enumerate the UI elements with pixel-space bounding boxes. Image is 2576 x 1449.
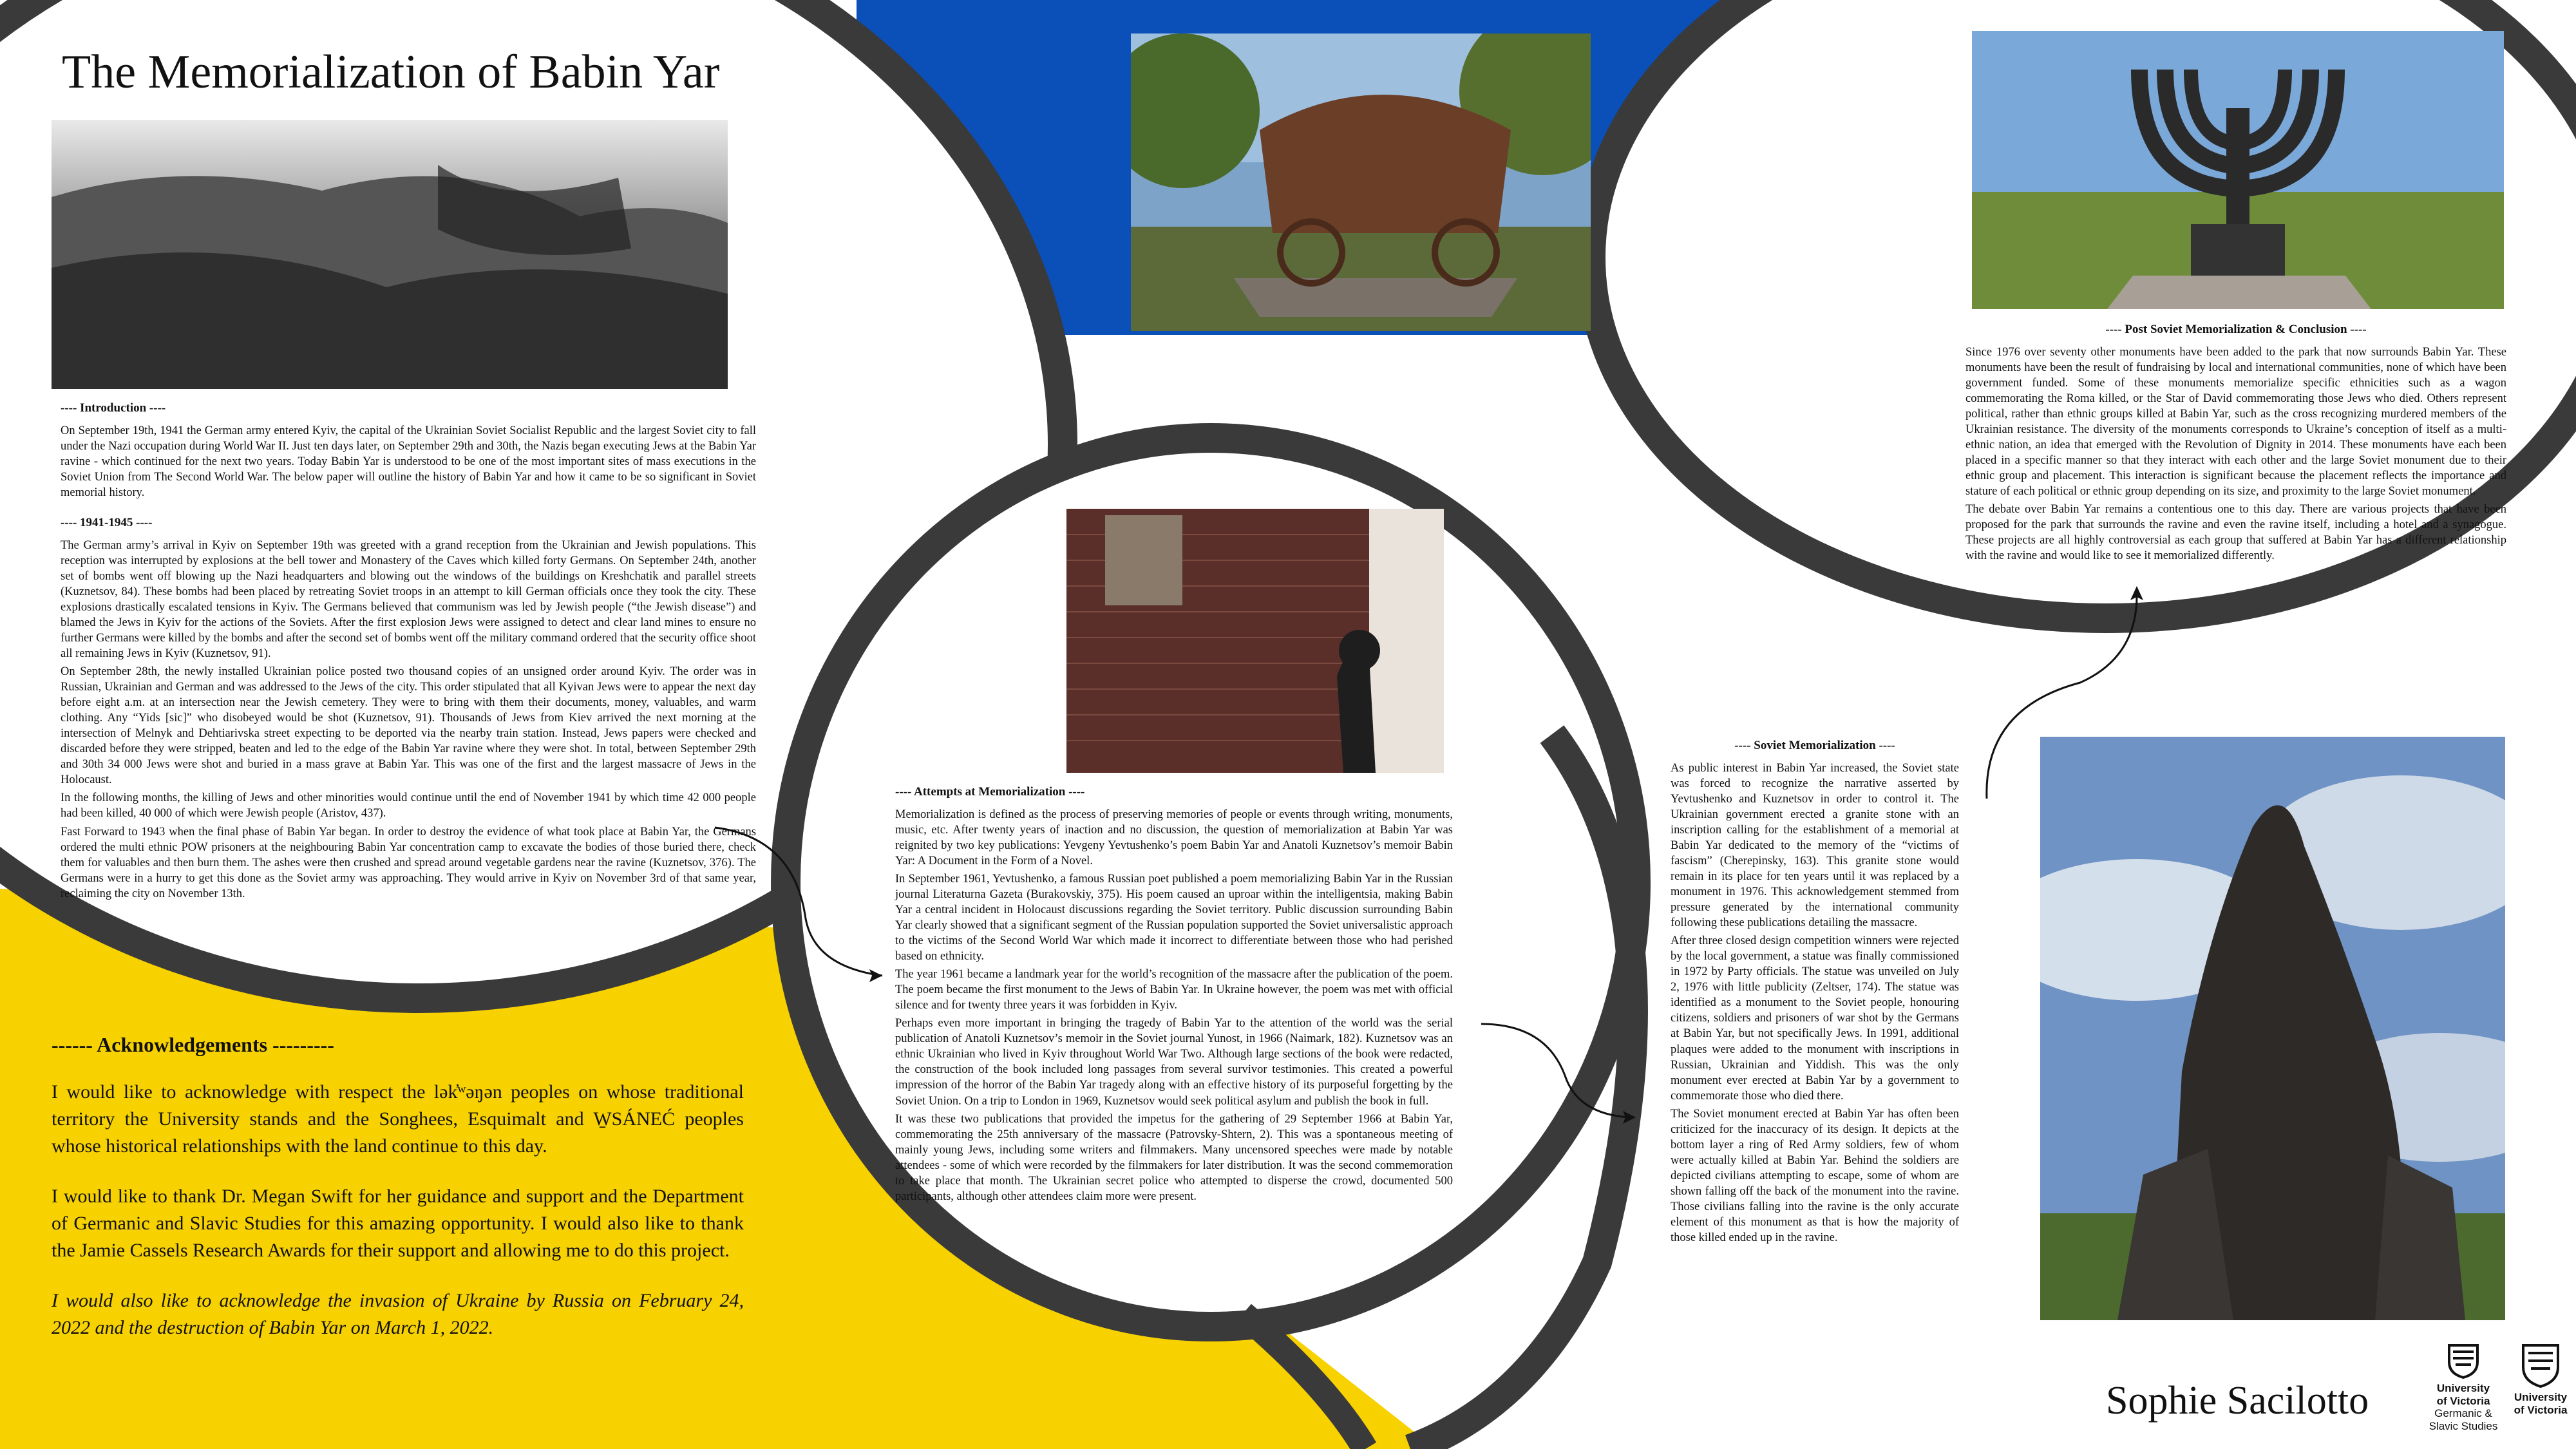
plaque-image: [1066, 509, 1444, 773]
intro-heading: ---- Introduction ----: [61, 401, 166, 415]
attempts-heading: ---- Attempts at Memorialization ----: [895, 785, 1085, 799]
period-heading: ---- 1941-1945 ----: [61, 516, 153, 529]
attempts-paragraph: It was these two publications that provided the impetus for the gathering of 29 September 1966 at Babin Yar, commemorating the 25th anniversary of the massacre (Patrovsky-Shtern, 2). This was a spontaneous meeting of mainly young Jews, including some writers and filmmakers. Many uncensored speeches were made by notable attendees - some of which were recorded by the filmmakers for later distribution. It was the second commemoration to take place that month. The Ukrainian secret police who attempted to disperse the crowd, documented 500 participants, although other attendees claim more were present.: [895, 1112, 1453, 1203]
dept-logo-line: of Victoria: [2436, 1394, 2490, 1407]
uvic-crest-icon: [2521, 1343, 2561, 1388]
post-paragraph: Since 1976 over seventy other monuments have been added to the park that now surrounds Babin Yar. These monuments have been the result of fundraising by local and international communities, none of which have been government funded. Some of these monuments memorialize specific ethnicities such as a wagon commemorating the Roma killed, or the Star of David commemorating those Jews who died. Others represent political, rather than ethnic groups killed at Babin Yar, such as the cross recognizing murdered members of the Ukrainian resistance. The diversity of the monuments corresponds to Ukraine’s conception of itself as a multi-ethnic nation, an idea that emerged with the Revolution of Dignity in 2014. These monuments have each been placed in a specific manner so that they interact with each other and the large Soviet monument due to their ethnic group and placement. This interaction is significant because the placement reflects the importance and stature of each political or ethnic group depending on its size, and proximity to the large Soviet monument.: [1965, 345, 2506, 498]
post-section: [1965, 322, 2506, 566]
page-title: The Memorialization of Babin Yar: [62, 46, 720, 99]
ack-land: I would like to acknowledge with respect the lək̓ʷəŋən peoples on whose traditional territory the University stands and the Songhees, Esquimalt and W̱SÁNEĆ peoples whose historical relationships with the land continue to this day.: [52, 1081, 744, 1157]
dept-logo: [2428, 1343, 2499, 1432]
post-paragraph: The debate over Babin Yar remains a contentious one to this day. There are various projects that have been proposed for the park that surrounds the ravine and even the ravine itself, including a hotel and a synagogue. These projects are all highly controversial as each group that suffered at Babin Yar has a different relationship with the ravine and would like to see it memorialized differently.: [1965, 503, 2506, 563]
ravine-image: [52, 120, 728, 389]
ack-section: [52, 1030, 744, 1365]
soviet-monument-image: [2040, 737, 2505, 1320]
soviet-paragraph: The Soviet monument erected at Babin Yar has often been criticized for the inaccuracy of its design. It depicts at the bottom layer a ring of Red Army soldiers, few of whom were actually killed at Babin Yar. Behind the soldiers are depicted civilians attempting to escape, some of whom are shown falling off the back of the monument into the ravine. Those civilians falling into the ravine is the only accurate element of this monument as that is how the majority of those killed ended up in the ravine.: [1671, 1107, 1959, 1245]
author-name: Sophie Sacilotto: [2106, 1379, 2369, 1423]
ack-invasion: I would also like to acknowledge the invasion of Ukraine by Russia on February 24, 2022 and the destruction of Babin Yar on March 1, 2022.: [52, 1289, 744, 1338]
soviet-paragraph: After three closed design competition winners were rejected by the local government, a statue was finally commissioned in 1972 by Party officials. The statue was unveiled on July 2, 1976 with little publicity (Zeltser, 174). The statue was identified as a monument to the Soviet people, honouring citizens, soldiers and prisoners of war shot by the Germans at Babin Yar, but not specifically Jews. In 1991, additional plaques were added to the monument with inscriptions in Russian, Ukrainian and Yiddish. This was the only monument ever erected at Babin Yar by a government to commemorate those who died there.: [1671, 934, 1959, 1103]
ravine-photo: [52, 120, 728, 389]
attempts-section: [895, 784, 1453, 1207]
attempts-paragraph: The year 1961 became a landmark year for the world’s recognition of the massacre after the publication of the poem. The poem became the first monument to the Jews of Babin Yar. In Ukraine however, the poem was met with official silence and for twenty three years it was forbidden in Kyiv.: [895, 968, 1453, 1012]
soviet-heading: ---- Soviet Memorialization ----: [1734, 739, 1895, 752]
intro-body: On September 19th, 1941 the German army entered Kyiv, the capital of the Ukrainian Soviet Socialist Republic and the largest Soviet city to fall under the Nazi occupation during World War II. Just ten days later, on September 29th and 30th, the Nazis began executing Jews at the Babin Yar ravine - which continued for the next two years. Today Babin Yar is understood to be one of the most important sites of mass executions in the Soviet Union from The Second World War. The below paper will outline the history of Babin Yar and how it came to be so significant in Soviet memorial history.: [61, 424, 756, 499]
period-section: [61, 515, 756, 904]
attempts-paragraph: Perhaps even more important in bringing the tragedy of Babin Yar to the attention of the world was the serial publication of Anatoli Kuznetsov’s memoir in the Soviet journal Yunost, in 1966 (Naimark, 182). Kuznetsov was an ethnic Ukrainian who lived in Kyiv throughout World War Two. Although large sections of the book were redacted, the construction of the book included long passages from several survivor testimonies. This created a powerful impression of the horror of the Babin Yar tragedy along with an effective history of its purposeful forgetting by the Soviet Union. On a trip to London in 1969, Kuznetsov would seek political asylum and publish the book in full.: [895, 1017, 1453, 1108]
attempts-paragraph: In September 1961, Yevtushenko, a famous Russian poet published a poem memorializing Babin Yar in the Russian journal Literaturna Gazeta (Burakovskiy, 375). His poem caused an uproar within the intelligentsia, making Babin Yar a central incident in Holocaust discussions regarding the Soviet territory. Public discussion surrounding Babin Yar clearly showed that a significant segment of the Russian population supported the Soviet universalistic approach to the victims of the Second World War which made it incorrect to differentiate between those who had perished based on ethnicity.: [895, 872, 1453, 963]
dept-logo-line: Slavic Studies: [2429, 1419, 2498, 1432]
period-paragraph: In the following months, the killing of Jews and other minorities would continue until the end of November 1941 by which time 42 000 people had been killed, 40 000 of which were Jewish people (Aristov, 437).: [61, 791, 756, 820]
period-paragraph: The German army’s arrival in Kyiv on September 19th was greeted with a grand reception from the Ukrainian and Jewish populations. This reception was interrupted by explosions at the bell tower and Monastery of the Caves which killed forty Germans. On September 24th, another set of bombs went off blowing up the Nazi headquarters and blowing out the windows of the buildings on Kreshchatik and parallel streets (Kuznetsov, 84). These bombs had been placed by retreating Soviet troops in an attempt to kill German officials once they took the city. These explosions drastically escalated tensions in Kyiv. The Germans believed that communism was led by Jewish people (“the Jewish disease”) and blamed the Jews in Kyiv for the actions of the Soviets. After the first explosion Jews were assigned to detect and clear land mines to ensure no further Germans were killed by the bombs and after the second set of bombs went off the military command ordered that the security office shoot all remaining Jews in Kyiv (Kuznetsov, 91).: [61, 538, 756, 661]
period-paragraph: On September 28th, the newly installed Ukrainian police posted two thousand copies of an unsigned order around Kyiv. The order was in Russian, Ukrainian and German and was addressed to the Jews of the city. This order stipulated that all Kyivan Jews were to appear the next day before eight a.m. at an intersection near the Jewish cemetery. They were to bring with them their documents, money, valuables, and warm clothing. Any “Yids [sic]” who disobeyed would be shot (Kuznetsov, 91). Thousands of Jews from Kiev arrived the next morning at the intersection of Melnyk and Dehtiarivska street expecting to be deported via the nearby train station. Instead, Jews papers were checked and discarded before they were stripped, beaten and led to the edge of the Babin Yar ravine where they were shot. In total, between September 29th and 30th 34 000 Jews were shot and buried in a mass grave at Babin Yar. This was one of the first and the largest massacre of Jews in the Holocaust.: [61, 665, 756, 787]
period-paragraph: Fast Forward to 1943 when the final phase of Babin Yar began. In order to destroy the evidence of what took place at Babin Yar, the Germans ordered the multi ethnic POW prisoners at the neighbouring Babin Yar concentration camp to excavate the bodies of those buried there, check them for valuables and then burn them. The ashes were then crushed and spread around vegetable gardens near the ravine (Kuznetsov, 376). The Germans were in a hurry to get this done as the Soviet army was approaching. They would arrive in Kyiv on November 3rd of that same year, reclaiming the city on November 13th.: [61, 825, 756, 900]
ack-heading: ------ Acknowledgements ---------: [52, 1033, 334, 1056]
wagon-image: [1131, 33, 1591, 331]
ack-thanks: I would like to thank Dr. Megan Swift for her guidance and support and the Department of Germanic and Slavic Studies for this amazing opportunity. I would also like to thank the Jamie Cassels Research Awards for their support and allowing me to do this project.: [52, 1185, 744, 1261]
soviet-monument-photo: [2040, 737, 2505, 1320]
intro-section: [61, 401, 756, 503]
menorah-photo: [1972, 31, 2504, 309]
soviet-section: [1671, 738, 1959, 1248]
menorah-image: [1972, 31, 2504, 309]
attempts-paragraph: Memorialization is defined as the process of preserving memories of people or events through writing, monuments, music, etc. After twenty years of inaction and no discussion, the question of memorialization at Babin Yar was reignited by two key publications: Yevgeny Yevtushenko’s poem Babin Yar and Anatoli Kuznetsov’s memoir Babin Yar: A Document in the Form of a Novel.: [895, 808, 1453, 867]
wagon-photo: [1131, 33, 1591, 331]
uvic-logo-line: University: [2514, 1391, 2568, 1403]
soviet-paragraph: As public interest in Babin Yar increased, the Soviet state was forced to recognize the narrative asserted by Yevtushenko and Kuznetsov in order to control it. The Ukrainian government erected a granite stone with an inscription calling for the establishment of a memorial at Babin Yar dedicated to the memory of the “victims of fascism” (Cherepinsky, 163). This granite stone would remain in its place for ten years until it was replaced by a monument in 1976. This acknowledgement stemmed from pressure generated by the international community following these publications detailing the massacre.: [1671, 761, 1959, 930]
uvic-crest-icon: [2447, 1343, 2480, 1379]
plaque-photo: [1066, 509, 1444, 773]
uvic-logo: [2508, 1343, 2573, 1416]
dept-logo-line: Germanic &: [2434, 1407, 2492, 1420]
post-heading: ---- Post Soviet Memorialization & Conclusion ----: [2105, 323, 2367, 336]
uvic-logo-line: of Victoria: [2514, 1403, 2568, 1416]
dept-logo-line: University: [2436, 1382, 2490, 1394]
